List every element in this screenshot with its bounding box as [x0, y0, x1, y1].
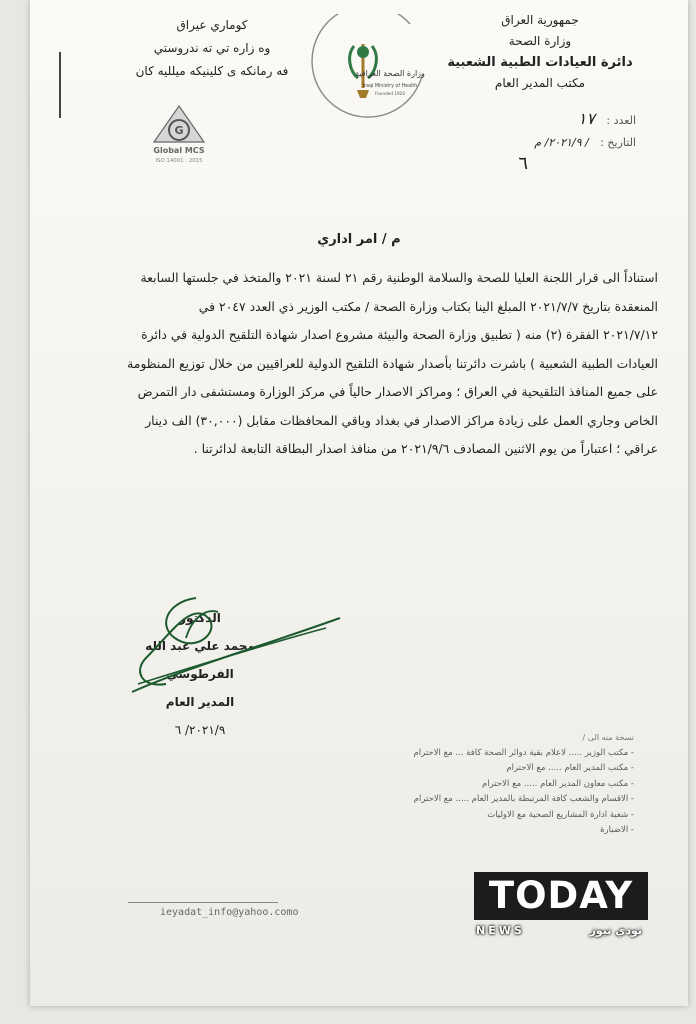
- header-kurdish-line1: كوماري عيراق: [176, 18, 248, 32]
- signatory-position: المدير العام: [165, 695, 235, 709]
- copy-item: - مكتب الوزير ..... لاعلام بقية دوائر الصحة كافة ... مع الاحترام: [413, 747, 634, 758]
- body-line: ٢٠٢١/٧/١٢ الفقرة (٢) منه ( تطبيق وزارة الصحة والبيئة مشروع اصدار شهادة التلقيح الدولية في دائرة: [141, 327, 658, 342]
- signatory-name: محمد علي عبد الله الفرطوسي: [145, 639, 255, 681]
- body-line: المنعقدة بتاريخ ٢٠٢١/٧/٧ المبلغ الينا بكتاب وزارة الصحة / مكتب الوزير ذي العدد ٢٠٤٧ في: [198, 298, 658, 314]
- logo-founded: Founded 1920: [374, 91, 406, 96]
- reference-date-row: [476, 132, 636, 154]
- today-news-ar: تودي نيوز: [589, 924, 642, 937]
- global-mcs-logo: [134, 104, 224, 166]
- copies-heading: نسخة منه الى /: [582, 733, 634, 742]
- today-news-watermark: [474, 872, 648, 966]
- header-office: مكتب المدير العام: [494, 76, 586, 90]
- header-kurdish-line2: وه زاره تي ته ندروستي: [153, 41, 271, 55]
- today-news-logo: TODAY: [474, 872, 648, 920]
- reference-number-value: ١٧: [577, 109, 595, 128]
- body-line: الخاص وجاري العمل على زيادة مراكز الاصدار في بغداد وباقي المحافظات مقابل (٣٠,٠٠٠) الف دينار: [145, 412, 658, 428]
- copy-item: - شعبة ادارة المشاريع الصحية مع الاوليات: [487, 809, 634, 820]
- body-line: على جميع المنافذ التلقيحية في العراق ؛ ومراكز الاصدار حالياً في مركز الوزارة ومستشفى دار التمرض: [137, 384, 658, 399]
- copy-item: - الاقسام والشعب كافة المرتبطة بالمدير العام ..... مع الاحترام: [413, 794, 634, 804]
- margin-mark: [58, 52, 62, 118]
- reference-date-value: / ٢٠٢١/٩/ م: [534, 136, 589, 149]
- reference-number-row: [476, 108, 636, 132]
- document-body: [48, 264, 658, 464]
- header-ministry: وزارة الصحة: [508, 34, 572, 48]
- signature-date: ٢٠٢١/٩/ ٦: [174, 723, 226, 737]
- copies-list: [254, 730, 634, 839]
- document-page: [30, 0, 688, 1006]
- reference-number-label: العدد :: [606, 114, 636, 127]
- footer-email: ieyadat_info@yahoo.como: [160, 907, 299, 918]
- body-line: استناداً الى قرار اللجنة العليا للصحة والسلامة الوطنية رقم ٢١ لسنة ٢٠٢١ والمتخذ في جلستها السابعة: [140, 270, 658, 285]
- global-mcs-name: Global MCS: [153, 146, 205, 155]
- footer-rule: [128, 902, 278, 903]
- today-news-subline: [474, 920, 648, 937]
- document-title: م / امر اداري: [317, 232, 401, 247]
- header-department: دائرة العيادات الطبية الشعبية: [447, 55, 633, 70]
- svg-text:G: G: [174, 124, 184, 137]
- signature-block: [120, 604, 280, 744]
- global-mcs-iso: ISO 14001 : 2015: [155, 158, 203, 164]
- body-line: العيادات الطبية الشعبية ) باشرت دائرتنا بأصدار شهادة التلقيح الدولية للعراقيين من خلال توزيع المنظومة: [127, 355, 658, 371]
- today-news-en: NEWS: [476, 924, 525, 937]
- body-line: عراقي ؛ اعتباراً من يوم الاثنين المصادف ٢٠٢١/٩/٦ من منافذ اصدار البطاقة التابعة لدائرتنا .: [193, 441, 658, 456]
- reference-handwritten-day: ٦: [518, 153, 528, 174]
- logo-arabic-name: وزارة الصحة العراقية: [355, 69, 425, 78]
- copy-item: - مكتب معاون المدير العام ..... مع الاحترام: [482, 778, 634, 789]
- header-ministry-kurdish: [112, 14, 312, 83]
- header-ministry-arabic: [440, 10, 640, 94]
- signatory-title: الدكتور: [179, 611, 221, 625]
- copy-item: - الاضبارة: [600, 825, 634, 835]
- reference-block: [476, 108, 636, 174]
- reference-date-label: التاريخ :: [600, 136, 636, 149]
- logo-english-name: Iraqi Ministry of Health: [362, 84, 418, 89]
- header-country: جمهورية العراق: [501, 13, 579, 27]
- header-kurdish-line3: فه رمانكه ى كلينيكه ميلليه كان: [135, 64, 289, 78]
- ministry-of-health-logo: [298, 14, 458, 124]
- copy-item: - مكتب المدير العام ..... مع الاحترام: [506, 763, 634, 773]
